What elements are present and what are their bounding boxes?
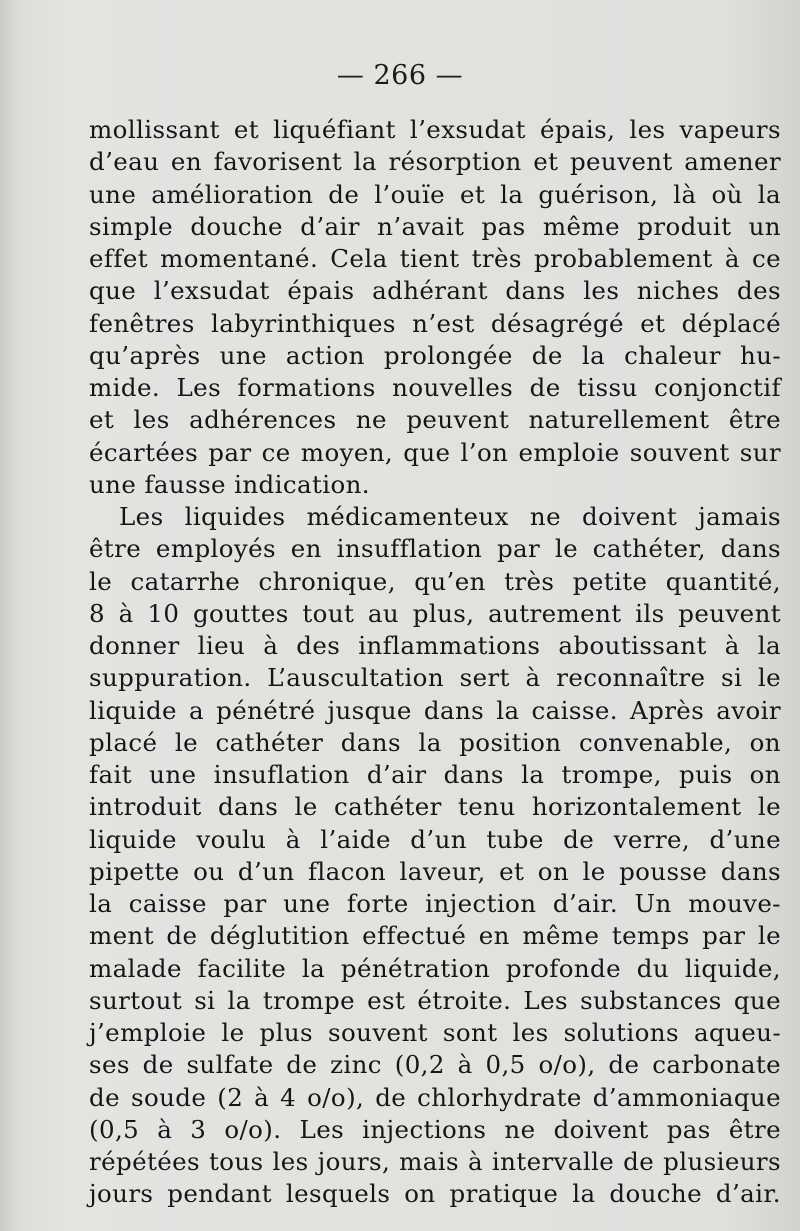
text-line: placé le cathéter dans la position convenable, on [89, 727, 781, 757]
text-line: fenêtres labyrinthiques n’est désagrégé et déplacé [89, 308, 781, 338]
text-line: ses de sulfate de zinc (0,2 à 0,5 o/o), de carbonate [89, 1050, 781, 1080]
text-line: mollissant et liquéfiant l’exsudat épais, les vapeurs [89, 115, 781, 144]
text-line: ment de déglutition effectué en même temps par le [89, 921, 781, 951]
text-line: surtout si la trompe est étroite. Les substances que [89, 985, 781, 1015]
text-line: 8 à 10 gouttes tout au plus, autrement ils peuvent [89, 598, 781, 628]
text-line: qu’après une action prolongée de la chaleur hu- [89, 340, 781, 370]
text-line: malade facilite la pénétration profonde du liquide, [89, 953, 781, 983]
text-line: j’emploie le plus souvent sont les solutions aqueu- [89, 1018, 781, 1047]
text-line: donner lieu à des inflammations aboutissant à la [89, 631, 781, 660]
text-line: liquide a pénétré jusque dans la caisse. Après avoir [89, 695, 781, 725]
text-line: mide. Les formations nouvelles de tissu conjonctif [89, 373, 781, 402]
text-line: répétées tous les jours, mais à intervalle de plusieurs [89, 1147, 781, 1176]
text-line: fait une insuflation d’air dans la trompe, puis on [89, 760, 781, 789]
body-text [89, 114, 781, 1211]
text-line: et les adhérences ne peuvent naturellement être [89, 405, 781, 435]
text-line: (0,5 à 3 o/o). Les injections ne doivent pas être [89, 1114, 781, 1144]
text-line: une amélioration de l’ouïe et la guérison, là où la [89, 179, 781, 209]
text-line: introduit dans le cathéter tenu horizontalement le [89, 792, 781, 822]
text-line: simple douche d’air n’avait pas même produit un [89, 211, 781, 241]
text-line: être employés en insufflation par le cathéter, dans [89, 534, 781, 564]
text-line: la caisse par une forte injection d’air. Un mouve- [89, 889, 781, 918]
text-line: le catarrhe chronique, qu’en très petite quantité, [89, 566, 781, 596]
text-line: effet momentané. Cela tient très probablement à ce [89, 244, 781, 273]
text-line: jours pendant lesquels on pratique la douche d’air. [89, 1179, 781, 1209]
text-line: de soude (2 à 4 o/o), de chlorhydrate d’ammoniaque [89, 1082, 781, 1112]
text-line: écartées par ce moyen, que l’on emploie souvent sur [89, 437, 781, 467]
paragraph-first-line: Les liquides médicamenteux ne doivent jamais [119, 502, 781, 531]
text-line: que l’exsudat épais adhérant dans les niches des [89, 276, 781, 306]
text-line: pipette ou d’un flacon laveur, et on le pousse dans [89, 856, 781, 886]
text-line: une fausse indication. [89, 469, 370, 499]
text-line: d’eau en favorisent la résorption et peuvent amener [89, 147, 781, 177]
text-line: liquide voulu à l’aide d’un tube de verre, d’une [89, 824, 781, 854]
text-line: suppuration. L’auscultation sert à reconnaître si le [89, 663, 781, 693]
page-number: — 266 — [336, 60, 464, 91]
